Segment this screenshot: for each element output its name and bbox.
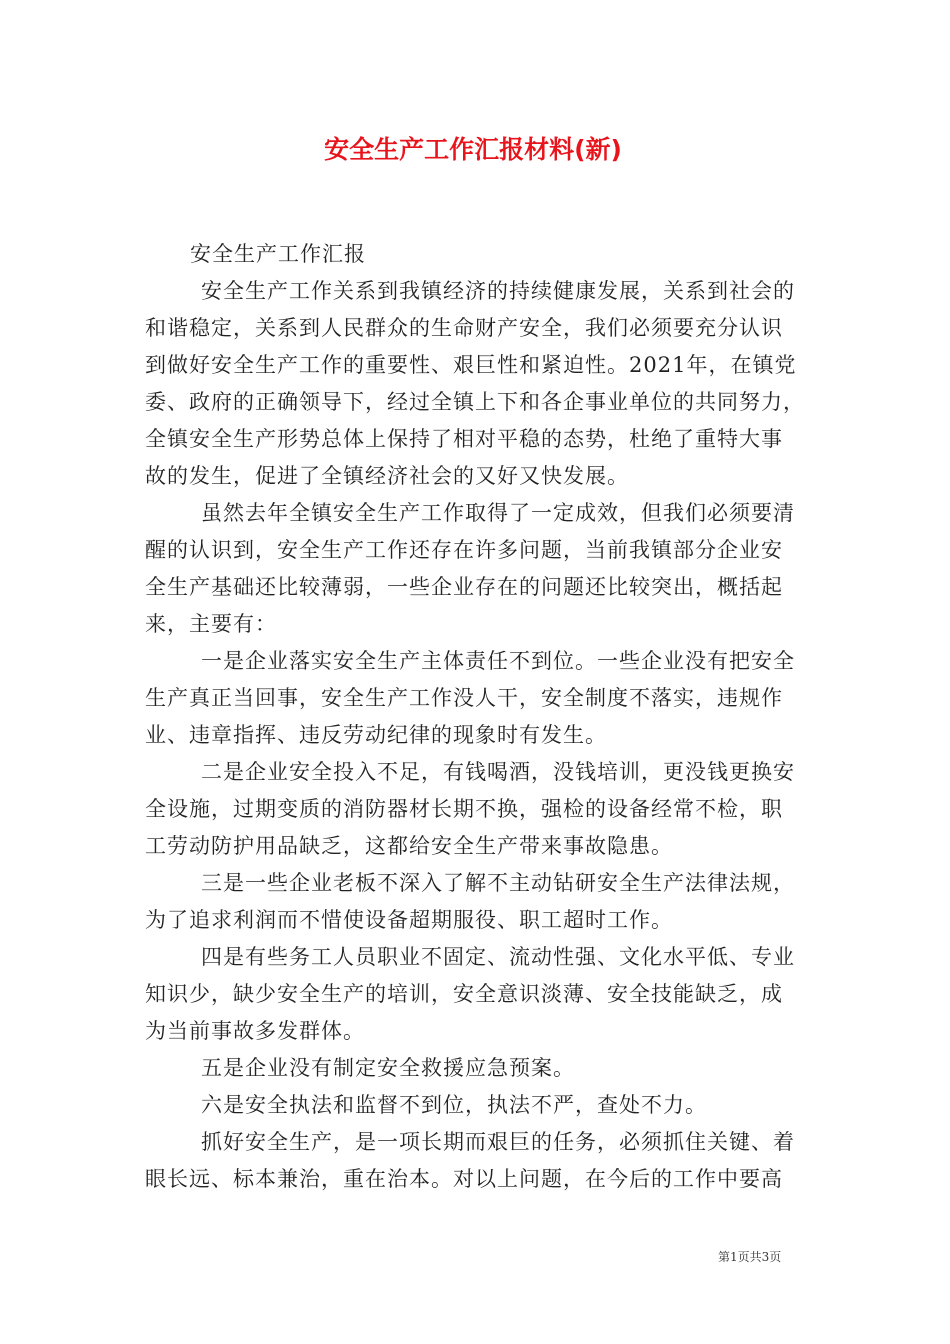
text-line: 醒的认识到，安全生产工作还存在许多问题，当前我镇部分企业安	[145, 538, 783, 562]
paragraph	[145, 643, 825, 754]
paragraph	[145, 865, 825, 939]
text-line: 知识少，缺少安全生产的培训，安全意识淡薄、安全技能缺乏，成	[145, 982, 783, 1006]
text-line: 来，主要有：	[145, 612, 277, 636]
text-line: 四是有些务工人员职业不固定、流动性强、文化水平低、专业	[201, 945, 795, 969]
text-line: 故的发生，促进了全镇经济社会的又好又快发展。	[145, 464, 629, 488]
text-line: 和谐稳定，关系到人民群众的生命财产安全，我们必须要充分认识	[145, 316, 783, 340]
text-line: 二是企业安全投入不足，有钱喝酒，没钱培训，更没钱更换安	[201, 760, 795, 784]
paragraph	[145, 495, 825, 643]
text-line: 抓好安全生产，是一项长期而艰巨的任务，必须抓住关键、着	[201, 1130, 795, 1154]
paragraph	[145, 1124, 825, 1198]
text-line: 虽然去年全镇安全生产工作取得了一定成效，但我们必须要清	[201, 501, 795, 525]
text-line: 眼长远、标本兼治，重在治本。对以上问题，在今后的工作中要高	[145, 1167, 783, 1191]
text-line: 生产真正当回事，安全生产工作没人干，安全制度不落实，违规作	[145, 686, 783, 710]
paragraph	[145, 1087, 825, 1124]
text-line: 五是企业没有制定安全救援应急预案。	[201, 1056, 575, 1080]
text-line: 工劳动防护用品缺乏，这都给安全生产带来事故隐患。	[145, 834, 673, 858]
text-line: 为了追求利润而不惜使设备超期服役、职工超时工作。	[145, 908, 673, 932]
paragraph	[145, 1050, 825, 1087]
text-line: 三是一些企业老板不深入了解不主动钻研安全生产法律法规，	[201, 871, 795, 895]
text-line: 一是企业落实安全生产主体责任不到位。一些企业没有把安全	[201, 649, 795, 673]
text-line: 业、违章指挥、违反劳动纪律的现象时有发生。	[145, 723, 607, 747]
paragraph	[145, 754, 825, 865]
paragraph	[145, 939, 825, 1050]
text-line: 全镇安全生产形势总体上保持了相对平稳的态势，杜绝了重特大事	[145, 427, 783, 451]
text-line: 六是安全执法和监督不到位，执法不严，查处不力。	[201, 1093, 707, 1117]
text-line: 安全生产工作关系到我镇经济的持续健康发展，关系到社会的	[201, 279, 795, 303]
text-line: 委、政府的正确领导下，经过全镇上下和各企事业单位的共同努力，	[145, 390, 805, 414]
page-number: 第1页共3页	[718, 1250, 782, 1264]
paragraph	[145, 273, 825, 495]
document-body	[145, 236, 825, 1198]
text-line: 为当前事故多发群体。	[145, 1019, 365, 1043]
text-line: 全设施，过期变质的消防器材长期不换，强检的设备经常不检，职	[145, 797, 783, 821]
document-title: 安全生产工作汇报材料(新)	[324, 135, 622, 164]
text-line: 到做好安全生产工作的重要性、艰巨性和紧迫性。2021年，在镇党	[145, 353, 797, 377]
text-line: 全生产基础还比较薄弱，一些企业存在的问题还比较突出，概括起	[145, 575, 783, 599]
section-heading: 安全生产工作汇报	[190, 242, 366, 266]
paragraphs	[145, 273, 825, 1198]
